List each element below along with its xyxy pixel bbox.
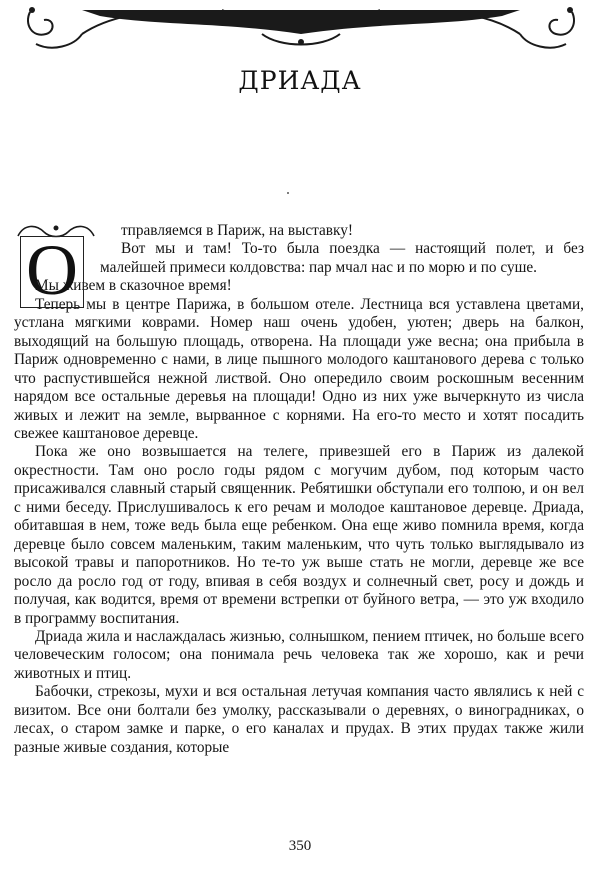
paragraph-opening: тправляемся в Париж, на выставку! xyxy=(121,222,353,239)
paragraph-dryad: Дриада жила и наслаждалась жизнью, солнышком, пением птичек, но больше всего человеческим голосом; она понимала речь человека так же хорошо, как и речи животных и птиц. xyxy=(14,627,584,682)
story-title: ДРИАДА xyxy=(238,66,362,95)
dropcap-box xyxy=(20,230,84,310)
header-ornament xyxy=(22,4,580,54)
paragraph-butterflies: Бабочки, стрекозы, мухи и вся остальная летучая компания часто являлись к ней с визитом. Все они болтали без умолку, рассказывали о деревнях, о виноградниках, о лесах, о старом замке и парке, о его каналах и прудах. В этих прудах также жили разные живые создания, которые xyxy=(14,683,584,756)
dropcap-letter: О xyxy=(26,230,78,310)
paragraph-cart: Пока же оно возвышается на телеге, привезшей его в Париж из далекой окрестности. Там оно росло годы рядом с могучим дубом, под которым часто присаживался славный старый священник. Ребятишки обступали его толпою, и он вел с ними беседу. Прислушивалось к его речам и молодое каштановое деревце. Дриада, обитавшая в нем, тоже ведь была еще ребенком. Она еще живо помнила время, когда деревце было совсем маленьким, таким маленьким, что чуть только выглядывало из высокой травы и папоротников. Но те-то уж выше стать не могли, деревце же все росло да росло год от году, впивая в себя воздух и солнечный свет, росу и дождь и получая, как водится, время от времени встрепки от буйного ветра, — это уж входило в программу воспитания. xyxy=(14,443,584,627)
decorative-dot xyxy=(287,192,289,194)
dropcap xyxy=(14,222,100,314)
paragraph-arrival: Вот мы и там! То-то была поездка — настоящий полет, и без малейшей примеси колдовства: пар мчал нас и по морю и по суше. xyxy=(100,240,584,276)
story-text xyxy=(14,222,584,757)
page-number: 350 xyxy=(288,838,312,854)
paragraph-hotel: Теперь мы в центре Парижа, в большом отеле. Лестница вся уставлена цветами, устлана мягкими коврами. Номер наш очень удобен, уютен; дверь на балкон, выходящий на большую площадь, отворена. На площади уже весна; она прибыла в Париж одновременно с нами, в лице пышного молодого каштанового дерева с только что распустившейся нежной листвой. Оно опередило своим роскошным весенним нарядом все остальные деревья на площади! Одно из них уже вычеркнуто из числа живых и лежит на земле, вырванное с корнями. На его-то место и хотят посадить свежее каштановое деревце. xyxy=(14,295,584,442)
paragraph-fairy-time: Мы живем в сказочное время! xyxy=(35,277,232,295)
